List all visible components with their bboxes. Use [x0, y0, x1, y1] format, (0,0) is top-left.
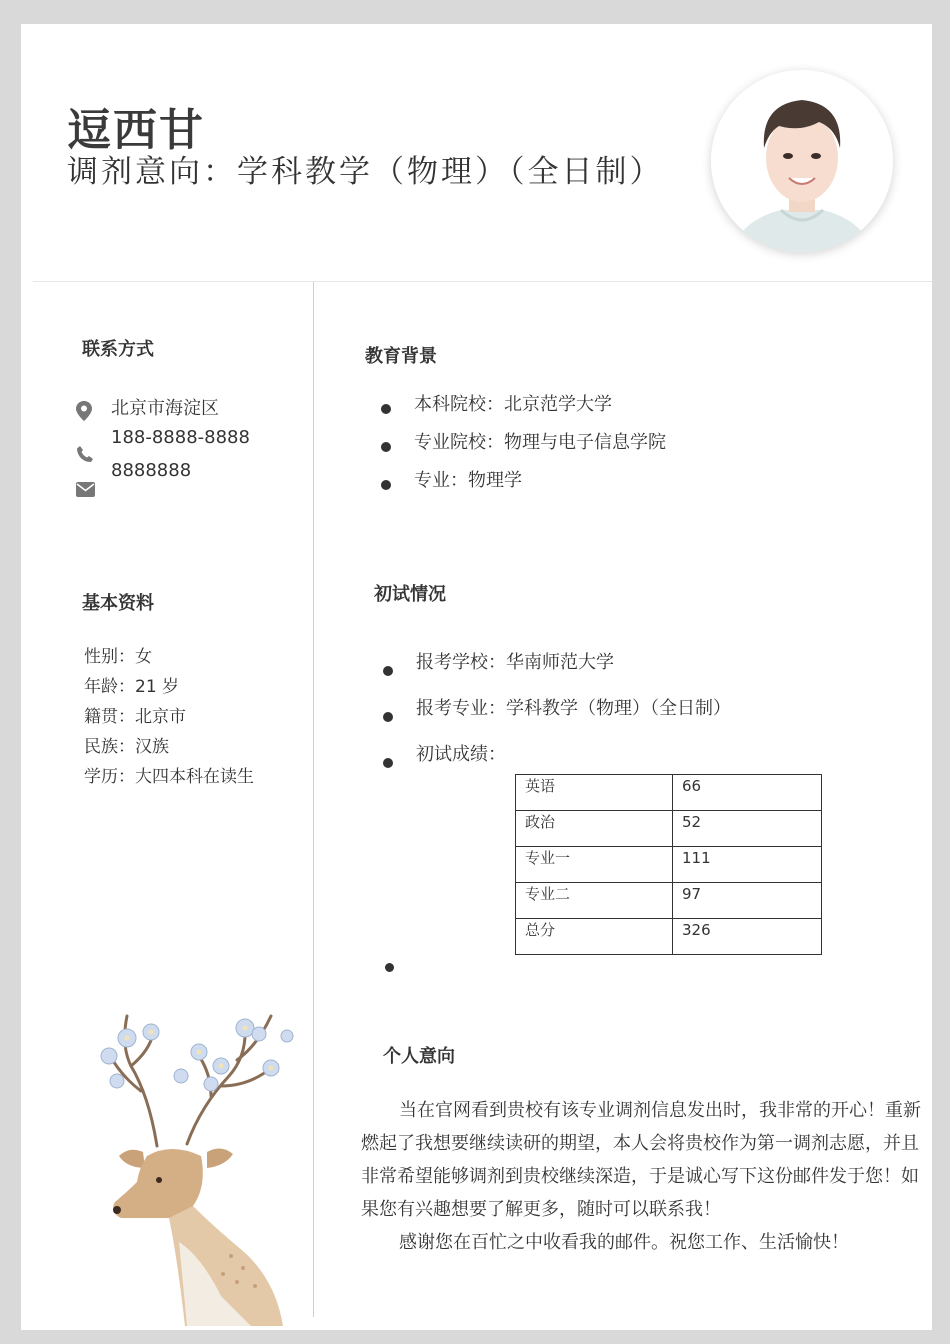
- exam-item: 报考学校：华南师范大学: [416, 648, 731, 694]
- basic-info-item: 年龄：21 岁: [84, 677, 180, 697]
- score-subject: 专业一: [516, 847, 673, 883]
- statement-title: 个人意向: [383, 1046, 455, 1067]
- exam-list: [416, 648, 731, 786]
- table-row: [516, 919, 822, 955]
- score-subject: 政治: [516, 811, 673, 847]
- contact-address: 北京市海淀区: [111, 398, 219, 419]
- avatar: [711, 70, 893, 252]
- table-row: [516, 883, 822, 919]
- deer-illustration: [61, 956, 311, 1330]
- basic-info-title: 基本资料: [82, 593, 154, 614]
- score-value: 52: [673, 811, 822, 847]
- column-divider: [313, 282, 314, 1317]
- score-value: 111: [673, 847, 822, 883]
- exam-item: 初试成绩：: [416, 740, 731, 786]
- score-subject: 专业二: [516, 883, 673, 919]
- score-subject: 英语: [516, 775, 673, 811]
- table-row: [516, 775, 822, 811]
- table-row: [516, 847, 822, 883]
- contact-title: 联系方式: [82, 339, 154, 360]
- resume-page: [21, 24, 932, 1330]
- header-divider: [33, 281, 932, 282]
- score-value: 97: [673, 883, 822, 919]
- contact-phone: 188-8888-8888: [111, 427, 250, 448]
- exam-item: 报考专业：学科教学（物理）（全日制）: [416, 694, 731, 740]
- empty-bullet: [385, 963, 394, 972]
- transfer-intent: 调剂意向：学科教学（物理）（全日制）: [67, 154, 664, 190]
- exam-title: 初试情况: [374, 584, 446, 605]
- mail-icon: [76, 482, 95, 501]
- score-table: [515, 774, 822, 955]
- statement-text: [361, 1094, 921, 1259]
- statement-paragraph: 当在官网看到贵校有该专业调剂信息发出时，我非常的开心！重新燃起了我想要继续读研的期望，本人会将贵校作为第一调剂志愿，并且非常希望能够调剂到贵校继续深造，于是诚心写下这份邮件发于您！如果您有兴趣想要了解更多，随时可以联系我！: [361, 1100, 921, 1220]
- phone-icon: [76, 445, 94, 467]
- basic-info-list: [84, 642, 254, 792]
- candidate-name: 逗西甘: [67, 105, 205, 156]
- education-list: [414, 390, 666, 504]
- education-item: 本科院校：北京范学大学: [414, 390, 666, 428]
- basic-info-item: 性别：女: [84, 647, 152, 667]
- statement-paragraph: 感谢您在百忙之中收看我的邮件。祝您工作、生活愉快！: [399, 1232, 849, 1253]
- table-row: [516, 811, 822, 847]
- education-item: 专业：物理学: [414, 466, 666, 504]
- location-icon: [76, 401, 92, 425]
- score-subject: 总分: [516, 919, 673, 955]
- basic-info-item: 民族：汉族: [84, 737, 169, 757]
- basic-info-item: 学历：大四本科在读生: [84, 767, 254, 787]
- basic-info-item: 籍贯：北京市: [84, 707, 186, 727]
- education-title: 教育背景: [365, 346, 437, 367]
- score-value: 326: [673, 919, 822, 955]
- education-item: 专业院校：物理与电子信息学院: [414, 428, 666, 466]
- contact-email: 8888888: [111, 460, 192, 481]
- score-value: 66: [673, 775, 822, 811]
